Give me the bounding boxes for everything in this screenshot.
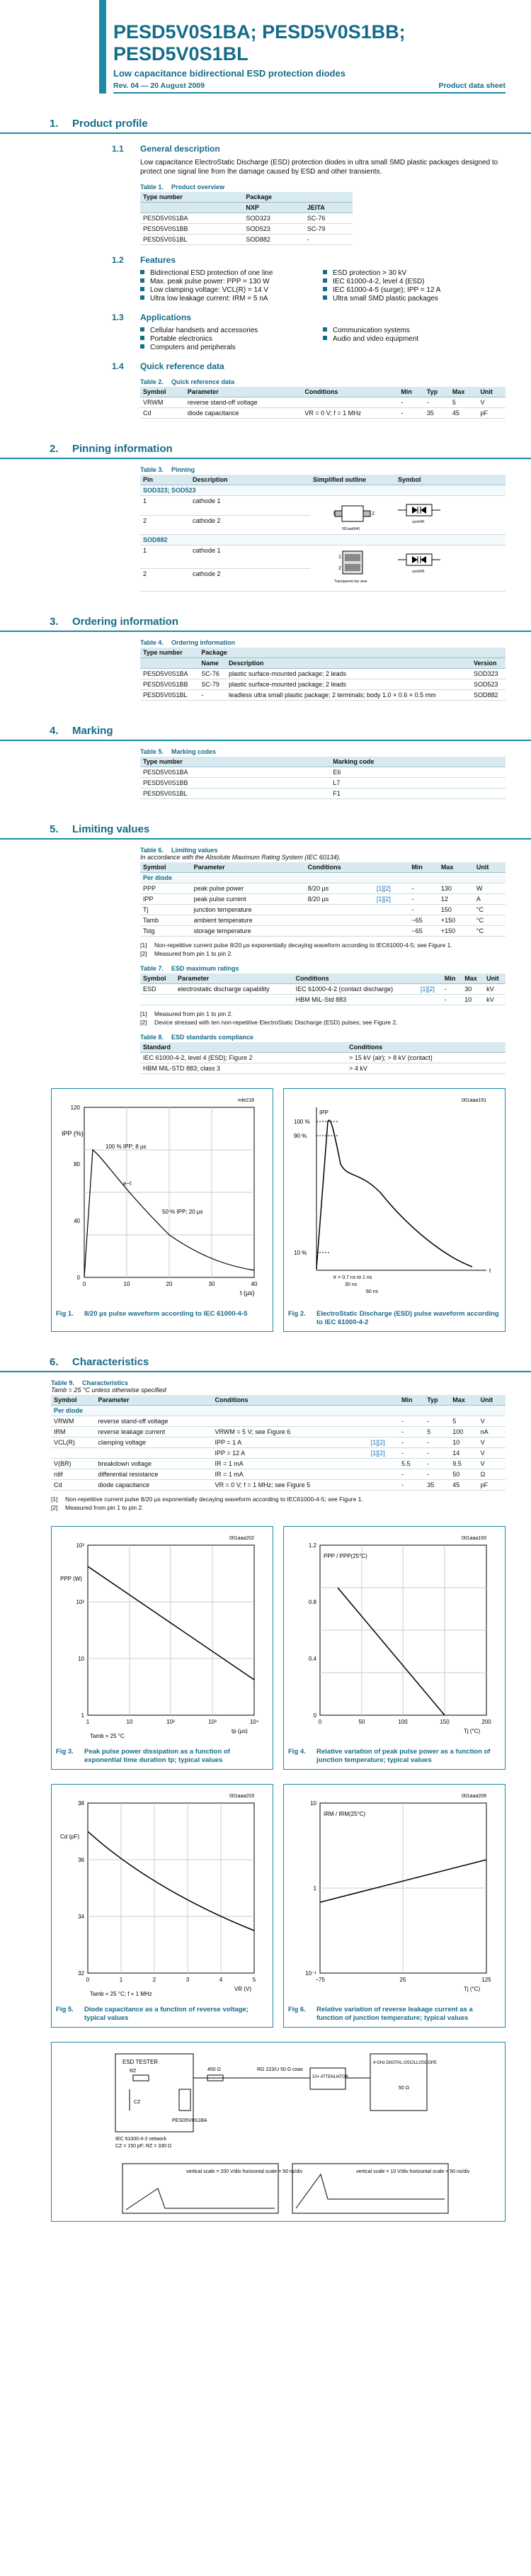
table-row: IPP = 12 A [1][2] - - 14 V (51, 1448, 506, 1459)
outline-view-label: Transparent top view (334, 580, 367, 584)
esd-test-circuit-diagram (56, 2047, 501, 2217)
section-marking (0, 725, 531, 799)
document-title: PESD5V0S1BA; PESD5V0S1BB; PESD5V0S1BL (113, 21, 406, 64)
table-notes: [1] Measured from pin 1 to pin 2. [2] Device stressed with ten non-repetitive ElectroStatic Discharge (ESD) pulses; see Figure 2. (140, 1010, 398, 1026)
table-row: PESD5V0S1BB SOD523 SC-79 (140, 224, 353, 235)
table-notes: [1] Non-repetitive current pulse 8/20 µs exponentially decaying waveform according to IEC61000-4-5; see Figure 1. [2] Measured from pin 1 to pin 2. (51, 1496, 363, 1511)
svg-text:80: 80 (74, 1161, 80, 1168)
figure-caption: Fig 6. Relative variation of reverse leakage current as a function of junction temperature; typical values (288, 2006, 473, 2022)
svg-text:tr = 0.7 ns to 1 ns: tr = 0.7 ns to 1 ns (333, 1275, 372, 1280)
svg-text:vertical scale = 200 V/div hor: vertical scale = 200 V/div horizontal scale = 50 ns/div (186, 2169, 303, 2174)
table-row: VCL(R) clamping voltage IPP = 1 A [1][2] - - 10 V (51, 1437, 506, 1448)
document-header (99, 0, 506, 94)
section-pinning (0, 443, 531, 592)
figure-row (51, 2042, 506, 2222)
table-caption: Table 4. Ordering information (140, 639, 235, 646)
list-item: Cellular handsets and accessories (140, 327, 323, 334)
svg-text:36: 36 (78, 1857, 84, 1863)
section-ordering (0, 616, 531, 701)
figure-4 (283, 1526, 506, 1770)
table-row: HBM MIL-STD 883; class 3 > 4 kV (140, 1063, 506, 1074)
svg-text:1: 1 (333, 512, 336, 516)
svg-text:RG 223/U 50 Ω coax: RG 223/U 50 Ω coax (257, 2067, 303, 2072)
symbol-code-label: sym045 (412, 570, 425, 574)
table-row: HBM MIL-Std 883 - 10 kV (140, 995, 506, 1005)
table-notes: [1] Non-repetitive current pulse 8/20 µs exponentially decaying waveform according to IEC61000-4-5; see Figure 1. [2] Measured from pin 1 to pin 2. (140, 942, 452, 957)
svg-text:10× ATTENUATOR: 10× ATTENUATOR (312, 2075, 349, 2079)
figure-caption: Fig 5. Diode capacitance as a function of reverse voltage; typical values (56, 2006, 249, 2022)
revision-row (113, 81, 506, 94)
section-limiting-values (0, 823, 531, 1332)
svg-text:10²: 10² (166, 1719, 175, 1725)
svg-text:001aaa191: 001aaa191 (461, 1098, 486, 1103)
svg-text:t (µs): t (µs) (240, 1289, 255, 1297)
table-row: Tstg storage temperature −65 +150 °C (140, 926, 506, 937)
svg-text:1: 1 (313, 1885, 316, 1892)
svg-text:0.4: 0.4 (308, 1656, 316, 1662)
svg-text:10: 10 (78, 1656, 84, 1662)
sod882-outline-image (313, 547, 392, 589)
svg-text:50: 50 (358, 1719, 365, 1725)
svg-text:125: 125 (481, 1977, 491, 1983)
svg-text:Tamb = 25 °C; f = 1 MHz: Tamb = 25 °C; f = 1 MHz (90, 1991, 152, 1997)
diode-symbol-image (398, 547, 503, 577)
figure-6 (283, 1784, 506, 2028)
svg-text:Tamb = 25 °C: Tamb = 25 °C (90, 1733, 125, 1739)
svg-text:001aaa193: 001aaa193 (461, 1536, 486, 1541)
document-subtitle: Low capacitance bidirectional ESD protection diodes (113, 68, 346, 79)
table-row: VRWM reverse stand-off voltage - - 5 V (140, 397, 506, 408)
svg-text:001aaa209: 001aaa209 (461, 1794, 486, 1799)
section-heading: 5. Limiting values (0, 823, 531, 840)
list-item: Low clamping voltage: VCL(R) = 14 V (140, 286, 323, 294)
svg-text:Cd (pF): Cd (pF) (60, 1834, 80, 1840)
table-caption: Table 8. ESD standards compliance (140, 1034, 254, 1041)
svg-text:100 %: 100 % (294, 1119, 310, 1125)
applications-list (140, 327, 506, 351)
subsection-heading: 1.2 Features (112, 255, 176, 265)
list-item: Ultra small SMD plastic packages (323, 295, 506, 303)
svg-text:PESD5V0S1BA: PESD5V0S1BA (172, 2118, 207, 2123)
table-row: PESD5V0S1BB L7 (140, 778, 506, 789)
svg-text:1: 1 (338, 555, 341, 560)
esd-compliance-table: Standard Conditions IEC 61000-4-2, level 4 (ESD); Figure 2 > 15 kV (air); > 8 kV (contact) HBM MIL-STD 883; class 3 > 4 kV (140, 1042, 506, 1074)
svg-text:10⁻¹: 10⁻¹ (305, 1970, 316, 1977)
table-caption: Table 3. Pinning (140, 466, 195, 473)
svg-text:10: 10 (123, 1281, 130, 1287)
esd-waveform-chart (288, 1093, 501, 1306)
svg-text:1: 1 (81, 1712, 84, 1719)
svg-text:150: 150 (440, 1719, 450, 1725)
section-characteristics (0, 1356, 531, 2222)
svg-text:ESD TESTER: ESD TESTER (122, 2059, 159, 2065)
figure-caption: Fig 3. Peak pulse power dissipation as a function of exponential time duration tp; typical values (56, 1748, 230, 1764)
section-heading: 3. Ordering information (0, 616, 531, 632)
svg-text:10³: 10³ (76, 1542, 84, 1549)
svg-text:40: 40 (251, 1281, 258, 1287)
table-row: PESD5V0S1BA E6 (140, 767, 506, 778)
subsection-heading: 1.3 Applications (112, 312, 192, 322)
svg-text:1.2: 1.2 (308, 1542, 316, 1549)
svg-text:0: 0 (82, 1281, 86, 1287)
table-row: PESD5V0S1BL SOD882 - (140, 235, 353, 245)
sod323-outline-image (313, 497, 392, 533)
table-row: Tamb ambient temperature −65 +150 °C (140, 915, 506, 926)
svg-text:IPP (%): IPP (%) (62, 1130, 84, 1137)
svg-text:001aaa203: 001aaa203 (229, 1794, 254, 1799)
figure-row (51, 1526, 506, 1770)
svg-text:CZ = 150 pF; RZ = 330 Ω: CZ = 150 pF; RZ = 330 Ω (115, 2144, 172, 2149)
table-row: IRM reverse leakage current VRWM = 5 V; see Figure 6 - 5 100 nA (51, 1427, 506, 1437)
ordering-table: Type number Package Name Description Version PESD5V0S1BA SC-76 plastic surface-mounted package; 2 leads SOD323 PESD5V0S1BB SC-79 plastic surface-mounted package; 2 leads SOD523 PESD5V0S1BL - leadless ultra small plastic package; 2 terminals; body 1.0 × 0.6 × 0.5 mm SOD882 (140, 648, 506, 701)
marking-table: Type number Marking code PESD5V0S1BA E6 PESD5V0S1BB L7 PESD5V0S1BL F1 (140, 757, 506, 799)
subsection-heading: 1.4 Quick reference data (112, 361, 224, 371)
svg-text:Tj (°C): Tj (°C) (464, 1728, 481, 1734)
features-list (140, 269, 506, 303)
power-vs-temperature-chart (288, 1531, 501, 1744)
svg-text:vertical scale = 10 V/div hori: vertical scale = 10 V/div horizontal scale = 50 ns/div (356, 2169, 470, 2174)
section-heading: 4. Marking (0, 725, 531, 741)
svg-text:50 % IPP; 20 µs: 50 % IPP; 20 µs (162, 1209, 203, 1215)
svg-text:t: t (489, 1267, 491, 1274)
svg-text:50 Ω: 50 Ω (399, 2086, 409, 2091)
table-caption: Table 9. Characteristics (51, 1379, 129, 1386)
table-row: 2 cathode 2 (140, 568, 506, 592)
table-row: PESD5V0S1BA SOD323 SC-76 (140, 213, 353, 224)
quick-reference-table: Symbol Parameter Conditions Min Typ Max Unit VRWM reverse stand-off voltage - - 5 V Cd diode capacitance VR = 0 V; f = 1 MHz - 35 45 pF (140, 387, 506, 419)
figure-row (51, 1784, 506, 2028)
table-row: IEC 61000-4-2, level 4 (ESD); Figure 2 > 15 kV (air); > 8 kV (contact) (140, 1053, 506, 1063)
section-product-profile (0, 118, 531, 419)
figure-7-test-circuit (51, 2042, 506, 2222)
svg-text:90 %: 90 % (294, 1133, 307, 1139)
table-row: PESD5V0S1BL - leadless ultra small plastic package; 2 terminals; body 1.0 × 0.6 × 0.5 mm SOD882 (140, 690, 506, 701)
table-row: ESD electrostatic discharge capability IEC 61000-4-2 (contact discharge) [1][2] - 30 kV (140, 984, 506, 995)
svg-text:0: 0 (318, 1719, 322, 1725)
limiting-values-table: Symbol Parameter Conditions Min Max Unit Per diode PPP peak pulse power 8/20 µs [1][2] - 130 W IPP peak pulse current 8/20 µs [1][2] - 12 A Tj junction temperature - 150 °C Tamb ambient temperature −65 +150 °C Tstg storage temperature −65 +150 °C (140, 862, 506, 937)
svg-text:200: 200 (481, 1719, 491, 1725)
svg-text:VR (V): VR (V) (234, 1986, 251, 1992)
svg-text:10⁴: 10⁴ (249, 1719, 259, 1725)
diode-symbol-image (398, 497, 503, 527)
svg-text:30 ns: 30 ns (345, 1282, 358, 1287)
svg-text:100: 100 (398, 1719, 408, 1725)
table-row: PESD5V0S1BL F1 (140, 789, 506, 799)
figure-caption: Fig 2. ElectroStatic Discharge (ESD) pulse waveform according to IEC 61000-4-2 (288, 1310, 499, 1326)
section-heading: 1. Product profile (0, 118, 531, 134)
svg-text:IRM / IRM(25°C): IRM / IRM(25°C) (324, 1811, 366, 1817)
svg-text:100 % IPP; 8 µs: 100 % IPP; 8 µs (105, 1143, 147, 1150)
leakage-vs-temperature-chart (288, 1789, 501, 2001)
svg-text:IEC 61000-4-2 network: IEC 61000-4-2 network (115, 2137, 166, 2142)
figure-5 (51, 1784, 273, 2028)
svg-text:tp (µs): tp (µs) (232, 1728, 248, 1734)
esd-ratings-table: Symbol Parameter Conditions Min Max Unit ESD electrostatic discharge capability IEC 61000-4-2 (contact discharge) [1][2] - 30 kV HBM MIL-Std 883 - 10 kV (140, 973, 506, 1005)
svg-text:0: 0 (86, 1977, 90, 1983)
svg-text:10 %: 10 % (294, 1250, 307, 1256)
svg-text:10: 10 (310, 1800, 316, 1807)
table-row: PESD5V0S1BB SC-79 plastic surface-mounted package; 2 leads SOD523 (140, 679, 506, 690)
table-note: Tamb = 25 °C unless otherwise specified (51, 1386, 166, 1394)
svg-text:25: 25 (399, 1977, 406, 1983)
list-item: Audio and video equipment (323, 335, 506, 343)
svg-text:3: 3 (185, 1977, 190, 1983)
svg-text:PPP / PPP(25°C): PPP / PPP(25°C) (324, 1553, 367, 1559)
table-row: V(BR) breakdown voltage IR = 1 mA 5.5 - 9.5 V (51, 1459, 506, 1469)
svg-text:IPP: IPP (319, 1109, 329, 1116)
table-row: IPP peak pulse current 8/20 µs [1][2] - 12 A (140, 894, 506, 905)
svg-text:0: 0 (313, 1712, 316, 1719)
svg-text:40: 40 (74, 1218, 80, 1224)
list-item: Ultra low leakage current: IRM = 5 nA (140, 295, 323, 303)
revision: Rev. 04 — 20 August 2009 (113, 81, 205, 90)
svg-text:4: 4 (219, 1977, 223, 1983)
svg-text:RZ: RZ (130, 2069, 137, 2074)
table-row: PPP peak pulse power 8/20 µs [1][2] - 130 W (140, 883, 506, 894)
symbol-code-label: sym045 (412, 520, 425, 524)
svg-text:10²: 10² (76, 1599, 84, 1605)
table-row: VRWM reverse stand-off voltage - - 5 V (51, 1416, 506, 1427)
section-heading: 2. Pinning information (0, 443, 531, 459)
svg-text:4 GHz DIGITAL OSCILLOSCOPE: 4 GHz DIGITAL OSCILLOSCOPE (373, 2061, 438, 2065)
list-item: Portable electronics (140, 335, 323, 343)
figure-2 (283, 1088, 506, 1332)
subsection-heading: 1.1 General description (112, 144, 220, 154)
figure-caption: Fig 4. Relative variation of peak pulse power as a function of junction temperature; typical values (288, 1748, 491, 1764)
table-row: 2 cathode 2 (140, 515, 506, 535)
general-description-text: Low capacitance ElectroStatic Discharge (ESD) protection diodes in ultra small SMD plastic packages designed to protect one signal line from the damage caused by ESD and other transients. (140, 159, 498, 176)
svg-text:120: 120 (70, 1105, 80, 1111)
list-item: Computers and peripherals (140, 344, 323, 351)
figure-3 (51, 1526, 273, 1770)
table-note: In accordance with the Absolute Maximum Rating System (IEC 60134). (140, 854, 341, 861)
table-caption: Table 1. Product overview (140, 183, 225, 191)
table-row: Cd diode capacitance VR = 0 V; f = 1 MHz; see Figure 5 - 35 45 pF (51, 1480, 506, 1491)
svg-text:0: 0 (76, 1275, 80, 1281)
figure-caption: Fig 1. 8/20 µs pulse waveform according to IEC 61000-4-5 (56, 1310, 248, 1318)
svg-text:5: 5 (252, 1977, 256, 1983)
table-caption: Table 5. Marking codes (140, 748, 217, 755)
product-overview-table: Type number Package NXP JEITA PESD5V0S1BA SOD323 SC-76 PESD5V0S1BB SOD523 SC-79 PESD5V0S1BL SOD882 - (140, 192, 353, 245)
svg-text:2: 2 (152, 1977, 156, 1983)
list-item: IEC 61000-4-2, level 4 (ESD) (323, 278, 506, 286)
characteristics-table: Symbol Parameter Conditions Min Typ Max Unit Per diode VRWM reverse stand-off voltage - - 5 V IRM reverse leakage current VRWM = 5 V; see Figure 6 - 5 100 nA VCL(R) clamping voltage IPP = 1 A [1][2] - - 10 V IPP = 12 A [1][2] - - 14 V V(BR) breakdown voltage IR = 1 mA 5.5 - 9.5 V rdif differential resistance IR = 1 mA - - 50 Ω Cd diode capacitance VR = 0 V; f = 1 MHz; see Figure 5 - 35 45 pF (51, 1395, 506, 1491)
list-item: ESD protection > 30 kV (323, 269, 506, 277)
list-item: IEC 61000-4-5 (surge); IPP = 12 A (323, 286, 506, 294)
table-row: 1 cathode 1 1 2 001aab540 sym045 (140, 496, 506, 516)
svg-text:−75: −75 (315, 1977, 325, 1983)
pinning-table: Pin Description Simplified outline Symbol SOD323; SOD523 1 cathode 1 1 2 001aab540 sym045 2 cathode 2 SOD882 1 cathode 1 1 2 Transparent top view sym045 2 cathode 2 (140, 475, 506, 592)
svg-text:60 ns: 60 ns (366, 1289, 379, 1294)
svg-text:30: 30 (208, 1281, 215, 1287)
svg-text:PPP (W): PPP (W) (60, 1576, 82, 1582)
list-item: Bidirectional ESD protection of one line (140, 269, 323, 277)
section-heading: 6. Characteristics (0, 1356, 531, 1372)
table-caption: Table 2. Quick reference data (140, 378, 235, 385)
list-item: Max. peak pulse power: PPP = 130 W (140, 278, 323, 286)
svg-text:2: 2 (338, 566, 341, 571)
table-caption: Table 7. ESD maximum ratings (140, 965, 239, 972)
table-row: PESD5V0S1BA SC-76 plastic surface-mounted package; 2 leads SOD323 (140, 669, 506, 679)
table-row: 1 cathode 1 1 2 Transparent top view sym045 (140, 546, 506, 569)
svg-text:CZ: CZ (134, 2100, 141, 2105)
svg-text:001aaa202: 001aaa202 (229, 1536, 254, 1541)
svg-text:mle218: mle218 (238, 1098, 254, 1103)
svg-text:Tj (°C): Tj (°C) (464, 1986, 481, 1992)
svg-text:10³: 10³ (208, 1719, 217, 1725)
table-row: rdif differential resistance IR = 1 mA - - 50 Ω (51, 1469, 506, 1480)
svg-text:0.8: 0.8 (308, 1599, 316, 1605)
capacitance-vs-voltage-chart (56, 1789, 268, 2001)
svg-text:2: 2 (372, 512, 375, 516)
list-item: Communication systems (323, 327, 506, 334)
svg-text:34: 34 (78, 1914, 84, 1920)
outline-code-label: 001aab540 (342, 527, 360, 531)
table-row: Cd diode capacitance VR = 0 V; f = 1 MHz - 35 45 pF (140, 408, 506, 419)
power-vs-duration-chart (56, 1531, 268, 1744)
figure-row (51, 1088, 506, 1332)
svg-text:1: 1 (119, 1977, 123, 1983)
figure-1 (51, 1088, 273, 1332)
table-caption: Table 6. Limiting values (140, 847, 218, 854)
svg-text:32: 32 (78, 1970, 84, 1977)
table-row: Tj junction temperature - 150 °C (140, 905, 506, 915)
svg-text:10: 10 (126, 1719, 133, 1725)
pulse-waveform-chart (56, 1093, 268, 1306)
svg-text:38: 38 (78, 1800, 84, 1807)
svg-text:450 Ω: 450 Ω (207, 2067, 221, 2072)
svg-text:e−t: e−t (123, 1180, 132, 1187)
svg-text:1: 1 (86, 1719, 90, 1725)
svg-text:20: 20 (166, 1281, 173, 1287)
doc-type: Product data sheet (438, 81, 506, 90)
